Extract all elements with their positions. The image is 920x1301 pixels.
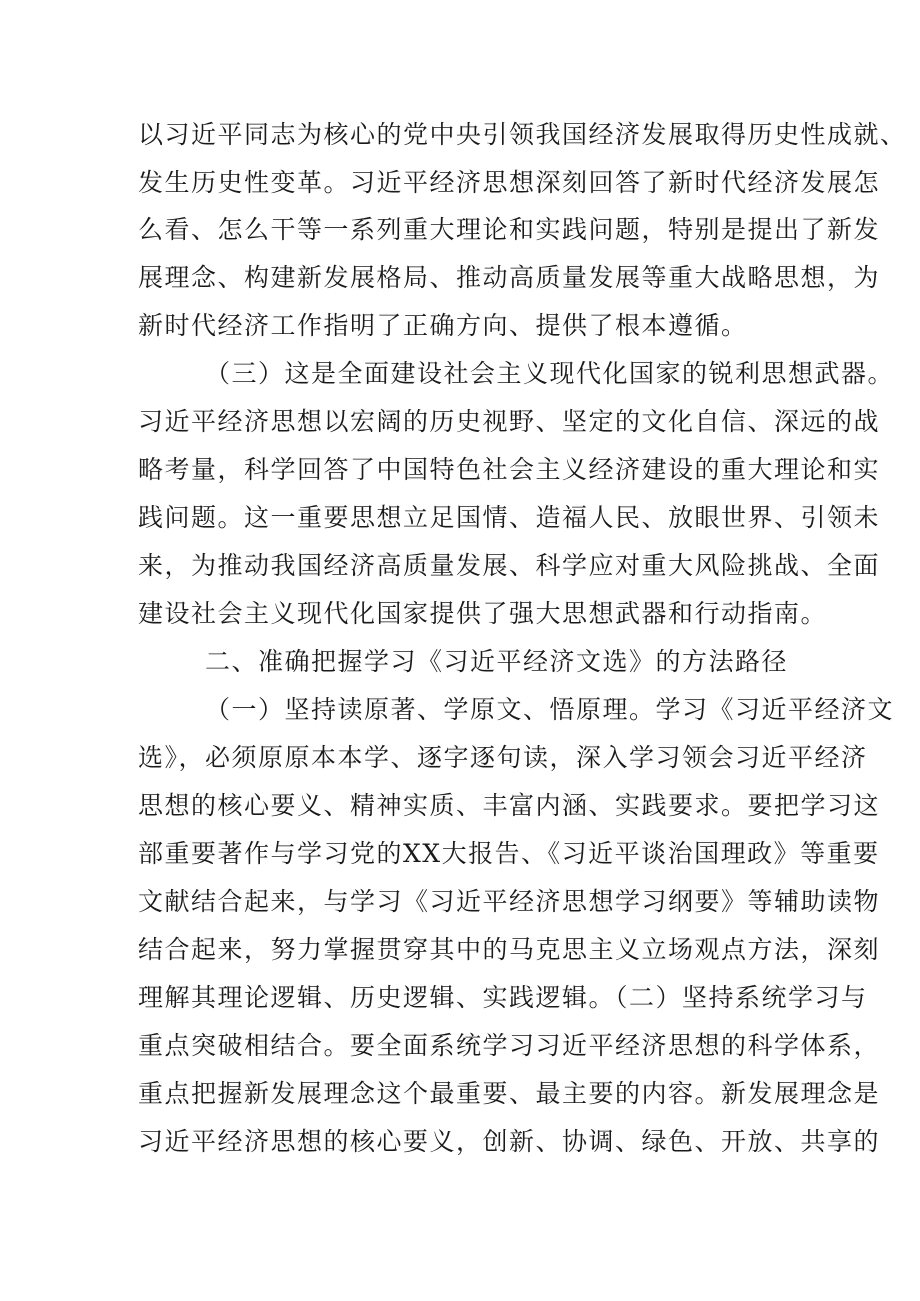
text-line: 发生历史性变革。习近平经济思想深刻回答了新时代经济发展怎 [138,168,881,197]
text-line: 理解其理论逻辑、历史逻辑、实践逻辑。（二）坚持系统学习与 [138,983,868,1012]
text-line: 来，为推动我国经济高质量发展、科学应对重大风险挑战、全面 [138,551,881,580]
section-heading: 二、准确把握学习《习近平经济文选》的方法路径 [205,647,789,676]
text-line: 新时代经济工作指明了正确方向、提供了根本遵循。 [138,311,748,340]
text-line: 建设社会主义现代化国家提供了强大思想武器和行动指南。 [138,599,828,628]
text-line: 思想的核心要义、精神实质、丰富内涵、实践要求。要把学习这 [138,791,881,820]
text-line: 习近平经济思想以宏阔的历史视野、坚定的文化自信、深远的战 [138,407,881,436]
text-line: 部重要著作与学习党的XX大报告、《习近平谈治国理政》等重要 [138,839,880,868]
text-line: 结合起来，努力掌握贯穿其中的马克思主义立场观点方法，深刻 [138,935,881,964]
text-line: 习近平经济思想的核心要义，创新、协调、绿色、开放、共享的 [138,1127,881,1156]
text-line: 文献结合起来，与学习《习近平经济思想学习纲要》等辅助读物 [138,887,881,916]
text-line: 践问题。这一重要思想立足国情、造福人民、放眼世界、引领未 [138,503,881,532]
text-line: 选》，必须原原本本学、逐字逐句读，深入学习领会习近平经济 [138,743,868,772]
text-line: 略考量，科学回答了中国特色社会主义经济建设的重大理论和实 [138,455,881,484]
section-heading: （三）这是全面建设社会主义现代化国家的锐利思想武器。 [205,359,895,388]
text-line: 么看、怎么干等一系列重大理论和实践问题，特别是提出了新发 [138,215,881,244]
subsection-heading: （一）坚持读原著、学原文、悟原理。学习《习近平经济文 [205,695,895,724]
text-line: 以习近平同志为核心的党中央引领我国经济发展取得历史性成就、 [138,120,907,149]
text-line: 重点把握新发展理念这个最重要、最主要的内容。新发展理念是 [138,1079,881,1108]
text-line: 展理念、构建新发展格局、推动高质量发展等重大战略思想，为 [138,263,881,292]
text-line: 重点突破相结合。要全面系统学习习近平经济思想的科学体系， [138,1031,881,1060]
